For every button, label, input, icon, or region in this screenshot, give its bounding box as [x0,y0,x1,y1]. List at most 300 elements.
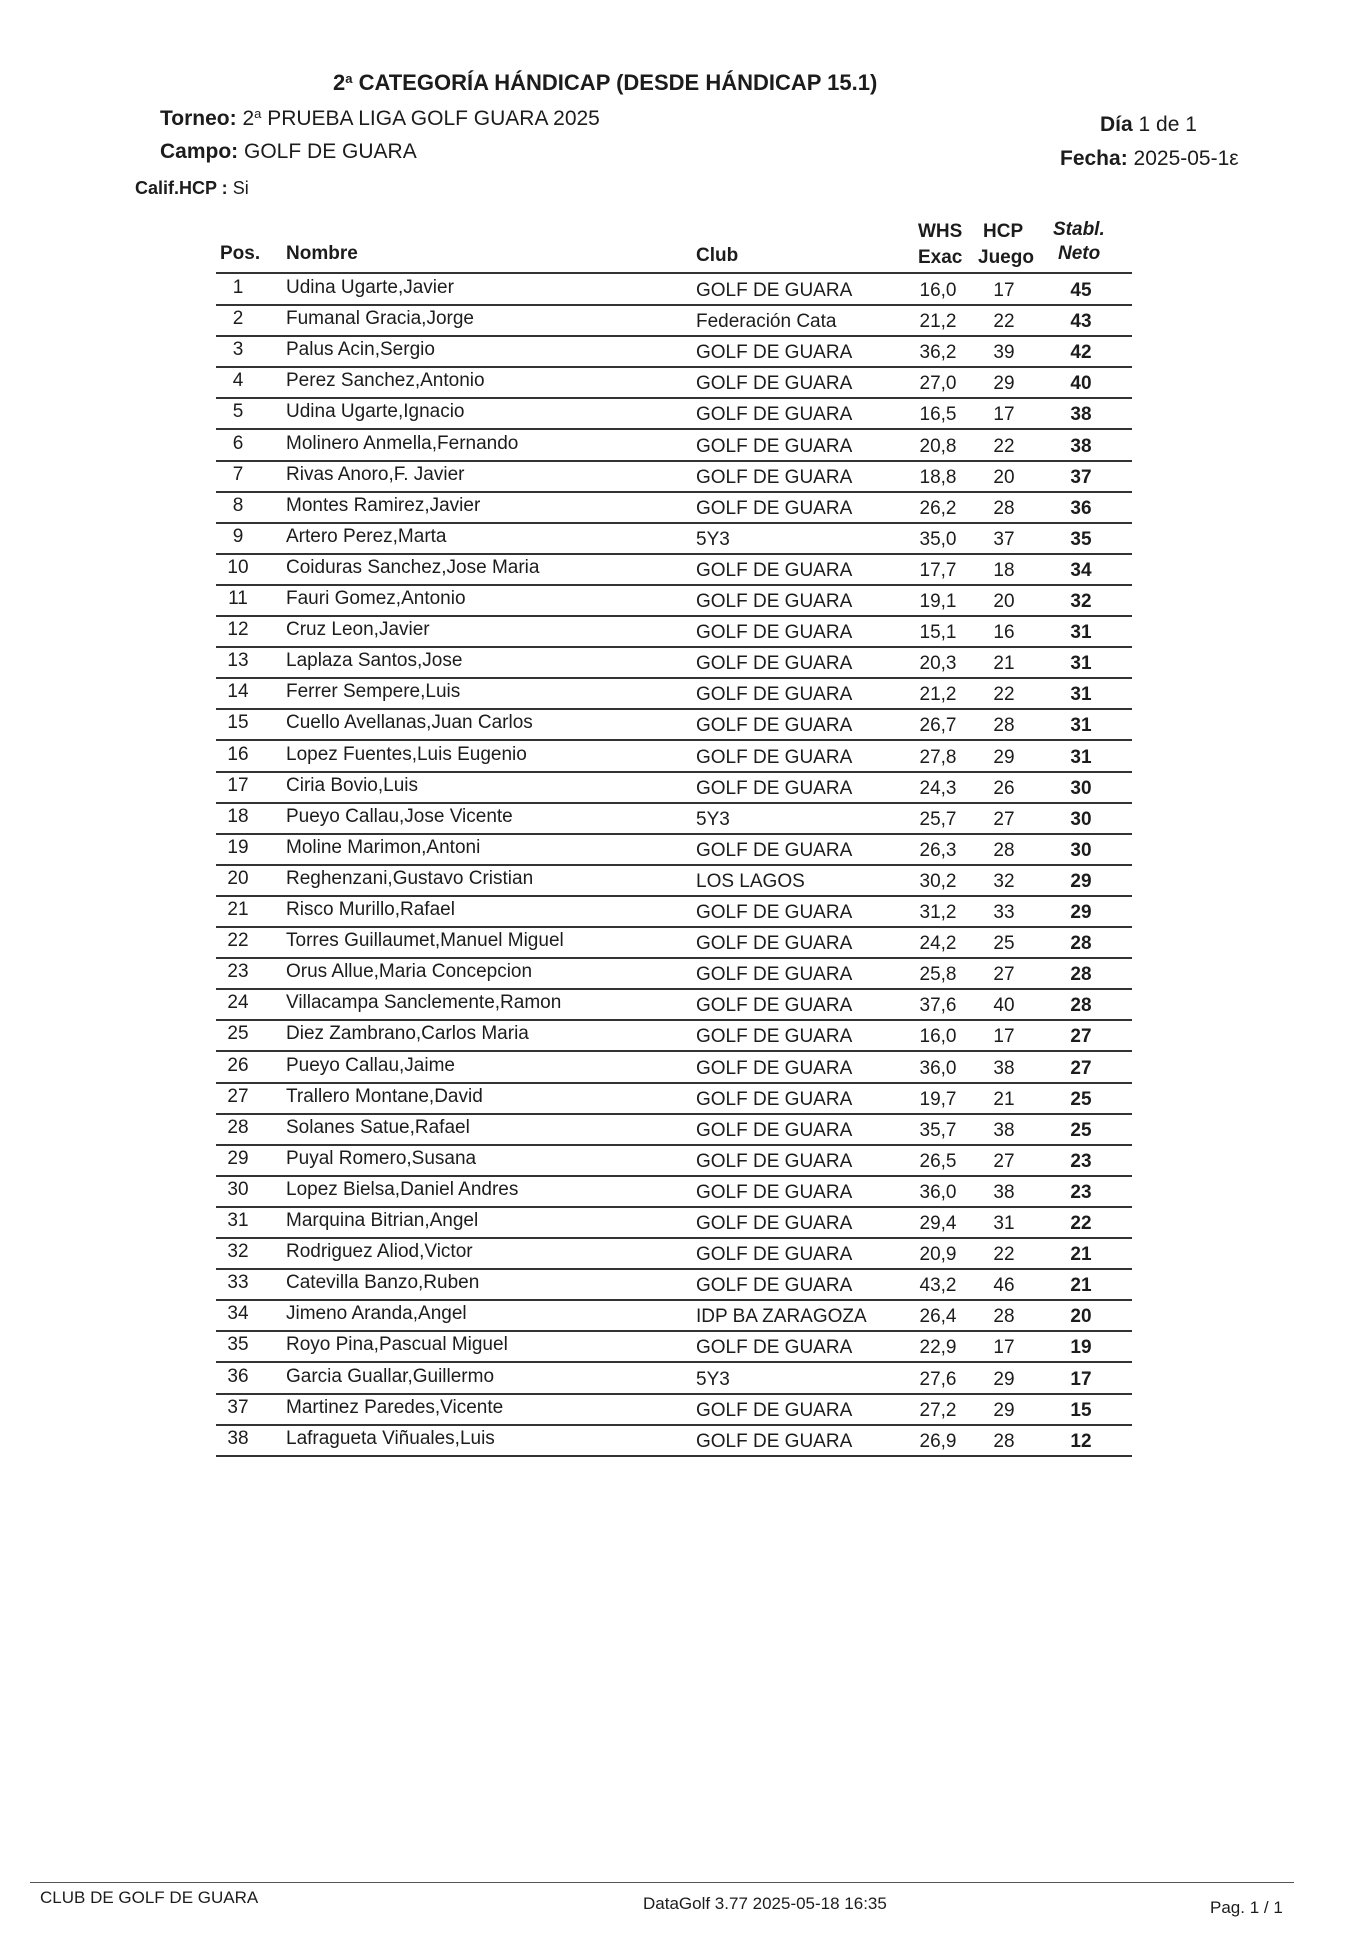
cell-stabl-neto: 31 [1070,747,1092,768]
cell-stabl-neto: 27 [1070,1058,1092,1079]
cell-hcp-juego: 29 [993,747,1015,768]
row-rule [216,677,1132,679]
cell-club: GOLF DE GUARA [696,1089,853,1110]
cell-stabl-neto: 21 [1070,1275,1092,1296]
row-rule [216,1330,1132,1332]
row-rule [216,988,1132,990]
cell-hcp-juego: 29 [993,1369,1015,1390]
row-rule [216,1424,1132,1426]
col-header-pos: Pos. [220,243,261,264]
row-rule [216,1175,1132,1177]
cell-name: Ciria Bovio,Luis [286,775,418,796]
cell-club: GOLF DE GUARA [696,1151,853,1172]
cell-whs-exac: 26,5 [919,1151,957,1172]
cell-whs-exac: 20,8 [919,436,957,457]
cell-club: LOS LAGOS [696,871,805,892]
cell-stabl-neto: 29 [1070,902,1092,923]
cell-pos: 36 [227,1366,249,1387]
cell-whs-exac: 21,2 [919,311,957,332]
cell-club: GOLF DE GUARA [696,373,853,394]
cell-club: 5Y3 [696,1369,730,1390]
row-rule [216,1237,1132,1239]
cell-pos: 31 [227,1210,249,1231]
title-number: 2 [333,70,346,95]
cell-whs-exac: 26,9 [919,1431,957,1452]
cell-stabl-neto: 45 [1070,280,1092,301]
cell-whs-exac: 18,8 [919,467,957,488]
cell-stabl-neto: 25 [1070,1120,1092,1141]
cell-name: Artero Perez,Marta [286,526,447,547]
cell-pos: 38 [227,1428,249,1449]
cell-stabl-neto: 28 [1070,995,1092,1016]
cell-whs-exac: 20,9 [919,1244,957,1265]
cell-hcp-juego: 22 [993,436,1015,457]
cell-hcp-juego: 20 [993,591,1015,612]
row-rule [216,1393,1132,1395]
cell-name: Cuello Avellanas,Juan Carlos [286,712,533,733]
cell-stabl-neto: 23 [1070,1151,1092,1172]
calif-label: Calif.HCP : [135,178,228,198]
cell-club: GOLF DE GUARA [696,498,853,519]
cell-stabl-neto: 42 [1070,342,1092,363]
cell-hcp-juego: 17 [993,280,1015,301]
cell-club: GOLF DE GUARA [696,1120,853,1141]
cell-pos: 27 [227,1086,249,1107]
cell-name: Reghenzani,Gustavo Cristian [286,868,534,889]
cell-hcp-juego: 29 [993,373,1015,394]
cell-hcp-juego: 32 [993,871,1015,892]
cell-stabl-neto: 37 [1070,467,1092,488]
row-rule [216,1268,1132,1270]
cell-club: GOLF DE GUARA [696,902,853,923]
cell-whs-exac: 26,4 [919,1306,957,1327]
row-rule [216,833,1132,835]
cell-stabl-neto: 31 [1070,622,1092,643]
cell-hcp-juego: 28 [993,1431,1015,1452]
cell-name: Udina Ugarte,Javier [286,277,454,298]
cell-name: Cruz Leon,Javier [286,619,430,640]
cell-name: Molinero Anmella,Fernando [286,433,519,454]
row-rule [216,739,1132,741]
footer-club: CLUB DE GOLF DE GUARA [40,1888,259,1907]
cell-club: GOLF DE GUARA [696,840,853,861]
cell-name: Fauri Gomez,Antonio [286,588,466,609]
cell-pos: 24 [227,992,249,1013]
cell-pos: 23 [227,961,249,982]
cell-pos: 2 [232,308,244,329]
row-rule [216,335,1132,337]
torneo-line [160,106,600,131]
cell-pos: 30 [227,1179,249,1200]
cell-stabl-neto: 19 [1070,1337,1092,1358]
cell-stabl-neto: 36 [1070,498,1092,519]
cell-stabl-neto: 30 [1070,840,1092,861]
cell-hcp-juego: 18 [993,560,1015,581]
cell-pos: 33 [227,1272,249,1293]
cell-name: Udina Ugarte,Ignacio [286,401,465,422]
calif-line [135,178,249,199]
cell-name: Lopez Bielsa,Daniel Andres [286,1179,519,1200]
col-header-stabl-top: Stabl. [1053,219,1105,240]
cell-stabl-neto: 29 [1070,871,1092,892]
cell-club: GOLF DE GUARA [696,747,853,768]
cell-whs-exac: 15,1 [919,622,957,643]
col-header-whs-bottom: Exac [918,247,963,268]
cell-name: Solanes Satue,Rafael [286,1117,470,1138]
cell-hcp-juego: 21 [993,653,1015,674]
cell-club: 5Y3 [696,529,730,550]
cell-name: Moline Marimon,Antoni [286,837,481,858]
cell-hcp-juego: 22 [993,1244,1015,1265]
cell-whs-exac: 35,7 [919,1120,957,1141]
row-rule [216,1082,1132,1084]
col-header-hcp-bottom: Juego [978,247,1034,268]
row-rule [216,957,1132,959]
cell-pos: 5 [232,401,244,422]
cell-name: Orus Allue,Maria Concepcion [286,961,533,982]
cell-pos: 17 [227,775,249,796]
cell-pos: 4 [232,370,244,391]
fecha-line [1060,147,1239,171]
cell-name: Catevilla Banzo,Ruben [286,1272,480,1293]
cell-hcp-juego: 38 [993,1182,1015,1203]
cell-club: GOLF DE GUARA [696,1213,853,1234]
cell-whs-exac: 19,7 [919,1089,957,1110]
cell-whs-exac: 25,7 [919,809,957,830]
cell-whs-exac: 17,7 [919,560,957,581]
cell-hcp-juego: 29 [993,1400,1015,1421]
cell-pos: 14 [227,681,249,702]
row-rule [216,522,1132,524]
fecha-value: 2025-05-1ε [1133,147,1239,170]
campo-line [160,140,417,164]
row-rule [216,304,1132,306]
cell-pos: 28 [227,1117,249,1138]
cell-name: Lafragueta Viñuales,Luis [286,1428,495,1449]
cell-pos: 7 [232,464,244,485]
cell-club: GOLF DE GUARA [696,280,853,301]
cell-pos: 1 [232,277,244,298]
cell-whs-exac: 27,6 [919,1369,957,1390]
row-rule [216,460,1132,462]
cell-club: GOLF DE GUARA [696,1431,853,1452]
cell-name: Perez Sanchez,Antonio [286,370,485,391]
cell-whs-exac: 26,2 [919,498,957,519]
cell-whs-exac: 20,3 [919,653,957,674]
cell-name: Rodriguez Aliod,Victor [286,1241,473,1262]
cell-stabl-neto: 28 [1070,933,1092,954]
row-rule [216,864,1132,866]
row-rule [216,802,1132,804]
cell-club: GOLF DE GUARA [696,436,853,457]
cell-hcp-juego: 28 [993,840,1015,861]
cell-name: Lopez Fuentes,Luis Eugenio [286,744,527,765]
cell-name: Marquina Bitrian,Angel [286,1210,479,1231]
cell-club: GOLF DE GUARA [696,778,853,799]
cell-hcp-juego: 27 [993,964,1015,985]
cell-club: GOLF DE GUARA [696,995,853,1016]
cell-name: Pueyo Callau,Jaime [286,1055,455,1076]
cell-pos: 3 [232,339,244,360]
campo-value: GOLF DE GUARA [244,140,417,163]
row-rule [216,708,1132,710]
cell-stabl-neto: 31 [1070,653,1092,674]
cell-hcp-juego: 40 [993,995,1015,1016]
row-rule [216,397,1132,399]
cell-stabl-neto: 43 [1070,311,1092,332]
col-header-stabl-bottom: Neto [1058,243,1101,264]
cell-name: Jimeno Aranda,Angel [286,1303,467,1324]
cell-club: GOLF DE GUARA [696,653,853,674]
cell-whs-exac: 36,0 [919,1182,957,1203]
cell-stabl-neto: 30 [1070,778,1092,799]
cell-club: GOLF DE GUARA [696,404,853,425]
cell-hcp-juego: 22 [993,684,1015,705]
torneo-label: Torneo: [160,107,237,130]
cell-whs-exac: 16,0 [919,1026,957,1047]
cell-stabl-neto: 28 [1070,964,1092,985]
row-rule [216,1050,1132,1052]
cell-name: Ferrer Sempere,Luis [286,681,461,702]
footer-software: DataGolf 3.77 2025-05-18 16:35 [643,1894,887,1913]
cell-pos: 21 [227,899,249,920]
cell-stabl-neto: 32 [1070,591,1092,612]
cell-stabl-neto: 12 [1070,1431,1092,1452]
cell-club: GOLF DE GUARA [696,622,853,643]
row-rule [216,1299,1132,1301]
row-rule [216,615,1132,617]
cell-whs-exac: 22,9 [919,1337,957,1358]
cell-whs-exac: 36,2 [919,342,957,363]
row-rule [216,895,1132,897]
row-rule [216,1144,1132,1146]
cell-pos: 18 [227,806,249,827]
row-rule [216,771,1132,773]
cell-stabl-neto: 31 [1070,684,1092,705]
calif-value: Si [232,178,249,198]
cell-whs-exac: 21,2 [919,684,957,705]
cell-hcp-juego: 46 [993,1275,1015,1296]
col-header-hcp-top: HCP [983,221,1024,242]
cell-club: GOLF DE GUARA [696,1026,853,1047]
cell-club: GOLF DE GUARA [696,933,853,954]
cell-name: Laplaza Santos,Jose [286,650,463,671]
cell-hcp-juego: 33 [993,902,1015,923]
cell-hcp-juego: 28 [993,1306,1015,1327]
footer-page: Pag. 1 / 1 [1210,1898,1283,1917]
cell-stabl-neto: 35 [1070,529,1092,550]
dia-line [1100,113,1197,137]
cell-hcp-juego: 22 [993,311,1015,332]
cell-stabl-neto: 31 [1070,715,1092,736]
row-rule [216,428,1132,430]
col-header-club: Club [696,245,739,266]
cell-pos: 37 [227,1397,249,1418]
dia-value: 1 de 1 [1138,113,1197,136]
cell-pos: 11 [228,588,248,609]
cell-name: Villacampa Sanclemente,Ramon [286,992,562,1013]
cell-pos: 13 [227,650,249,671]
header-rule [216,272,1132,274]
cell-name: Montes Ramirez,Javier [286,495,481,516]
cell-stabl-neto: 38 [1070,404,1092,425]
cell-pos: 32 [227,1241,249,1262]
cell-stabl-neto: 17 [1070,1369,1092,1390]
row-rule [216,584,1132,586]
cell-whs-exac: 26,7 [919,715,957,736]
cell-name: Torres Guillaumet,Manuel Miguel [286,930,564,951]
cell-hcp-juego: 27 [993,1151,1015,1172]
cell-hcp-juego: 28 [993,498,1015,519]
cell-stabl-neto: 23 [1070,1182,1092,1203]
cell-club: GOLF DE GUARA [696,964,853,985]
cell-pos: 10 [227,557,249,578]
cell-pos: 19 [227,837,249,858]
cell-pos: 22 [227,930,249,951]
row-rule [216,926,1132,928]
cell-whs-exac: 36,0 [919,1058,957,1079]
page-title [333,70,877,96]
cell-stabl-neto: 27 [1070,1026,1092,1047]
col-header-whs-top: WHS [918,221,963,242]
cell-whs-exac: 27,8 [919,747,957,768]
cell-stabl-neto: 38 [1070,436,1092,457]
cell-name: Trallero Montane,David [286,1086,483,1107]
cell-name: Risco Murillo,Rafael [286,899,455,920]
footer-rule [30,1882,1294,1883]
cell-club: GOLF DE GUARA [696,342,853,363]
cell-whs-exac: 30,2 [919,871,957,892]
cell-hcp-juego: 16 [993,622,1015,643]
cell-name: Diez Zambrano,Carlos Maria [286,1023,529,1044]
cell-hcp-juego: 25 [993,933,1015,954]
cell-stabl-neto: 20 [1070,1306,1092,1327]
cell-pos: 15 [227,712,249,733]
cell-whs-exac: 16,0 [919,280,957,301]
cell-hcp-juego: 20 [993,467,1015,488]
cell-name: Garcia Guallar,Guillermo [286,1366,495,1387]
title-text: CATEGORÍA HÁNDICAP (DESDE HÁNDICAP 15.1) [352,70,878,95]
cell-name: Fumanal Gracia,Jorge [286,308,474,329]
cell-hcp-juego: 27 [993,809,1015,830]
cell-name: Pueyo Callau,Jose Vicente [286,806,513,827]
cell-hcp-juego: 26 [993,778,1015,799]
row-rule [216,1206,1132,1208]
cell-club: GOLF DE GUARA [696,1058,853,1079]
cell-pos: 16 [227,744,249,765]
cell-whs-exac: 27,0 [919,373,957,394]
cell-club: IDP BA ZARAGOZA [696,1306,867,1327]
cell-stabl-neto: 25 [1070,1089,1092,1110]
cell-hcp-juego: 37 [993,529,1015,550]
row-rule [216,491,1132,493]
torneo-number: 2 [242,107,255,130]
torneo-value: PRUEBA LIGA GOLF GUARA 2025 [261,107,600,130]
cell-whs-exac: 37,6 [919,995,957,1016]
cell-whs-exac: 26,3 [919,840,957,861]
cell-club: GOLF DE GUARA [696,1400,853,1421]
cell-hcp-juego: 28 [993,715,1015,736]
cell-club: GOLF DE GUARA [696,1337,853,1358]
cell-stabl-neto: 40 [1070,373,1092,394]
cell-name: Royo Pina,Pascual Miguel [286,1334,508,1355]
cell-club: GOLF DE GUARA [696,715,853,736]
cell-whs-exac: 19,1 [919,591,957,612]
cell-club: 5Y3 [696,809,730,830]
cell-pos: 35 [227,1334,249,1355]
fecha-label: Fecha: [1060,147,1128,170]
cell-hcp-juego: 17 [993,1026,1015,1047]
cell-pos: 20 [227,868,249,889]
cell-club: GOLF DE GUARA [696,1275,853,1296]
cell-hcp-juego: 38 [993,1120,1015,1141]
title-ordinal: a [345,71,353,86]
cell-pos: 12 [227,619,249,640]
cell-name: Palus Acin,Sergio [286,339,435,360]
cell-whs-exac: 25,8 [919,964,957,985]
cell-hcp-juego: 31 [993,1213,1015,1234]
cell-stabl-neto: 22 [1070,1213,1092,1234]
cell-pos: 29 [227,1148,249,1169]
cell-whs-exac: 27,2 [919,1400,957,1421]
cell-name: Puyal Romero,Susana [286,1148,477,1169]
row-rule [216,553,1132,555]
cell-name: Coiduras Sanchez,Jose Maria [286,557,540,578]
row-rule [216,1455,1132,1457]
cell-whs-exac: 35,0 [919,529,957,550]
cell-club: GOLF DE GUARA [696,1244,853,1265]
cell-stabl-neto: 15 [1070,1400,1092,1421]
cell-hcp-juego: 39 [993,342,1015,363]
cell-hcp-juego: 38 [993,1058,1015,1079]
row-rule [216,1361,1132,1363]
row-rule [216,1019,1132,1021]
cell-pos: 34 [227,1303,249,1324]
cell-stabl-neto: 34 [1070,560,1092,581]
cell-hcp-juego: 17 [993,404,1015,425]
col-header-nombre: Nombre [286,243,358,264]
cell-stabl-neto: 21 [1070,1244,1092,1265]
cell-club: Federación Cata [696,311,837,332]
cell-whs-exac: 31,2 [919,902,957,923]
row-rule [216,366,1132,368]
dia-label: Día [1100,113,1133,136]
cell-stabl-neto: 30 [1070,809,1092,830]
campo-label: Campo: [160,140,239,163]
cell-pos: 25 [227,1023,249,1044]
cell-name: Rivas Anoro,F. Javier [286,464,465,485]
cell-whs-exac: 29,4 [919,1213,957,1234]
row-rule [216,646,1132,648]
cell-club: GOLF DE GUARA [696,1182,853,1203]
cell-pos: 8 [232,495,244,516]
cell-club: GOLF DE GUARA [696,467,853,488]
cell-pos: 6 [232,433,244,454]
cell-pos: 26 [227,1055,249,1076]
cell-hcp-juego: 17 [993,1337,1015,1358]
cell-whs-exac: 16,5 [919,404,957,425]
cell-whs-exac: 24,3 [919,778,957,799]
cell-whs-exac: 24,2 [919,933,957,954]
cell-club: GOLF DE GUARA [696,684,853,705]
cell-whs-exac: 43,2 [919,1275,957,1296]
cell-club: GOLF DE GUARA [696,560,853,581]
torneo-ordinal: a [254,106,262,121]
cell-hcp-juego: 21 [993,1089,1015,1110]
cell-name: Martinez Paredes,Vicente [286,1397,504,1418]
row-rule [216,1113,1132,1115]
cell-pos: 9 [232,526,244,547]
